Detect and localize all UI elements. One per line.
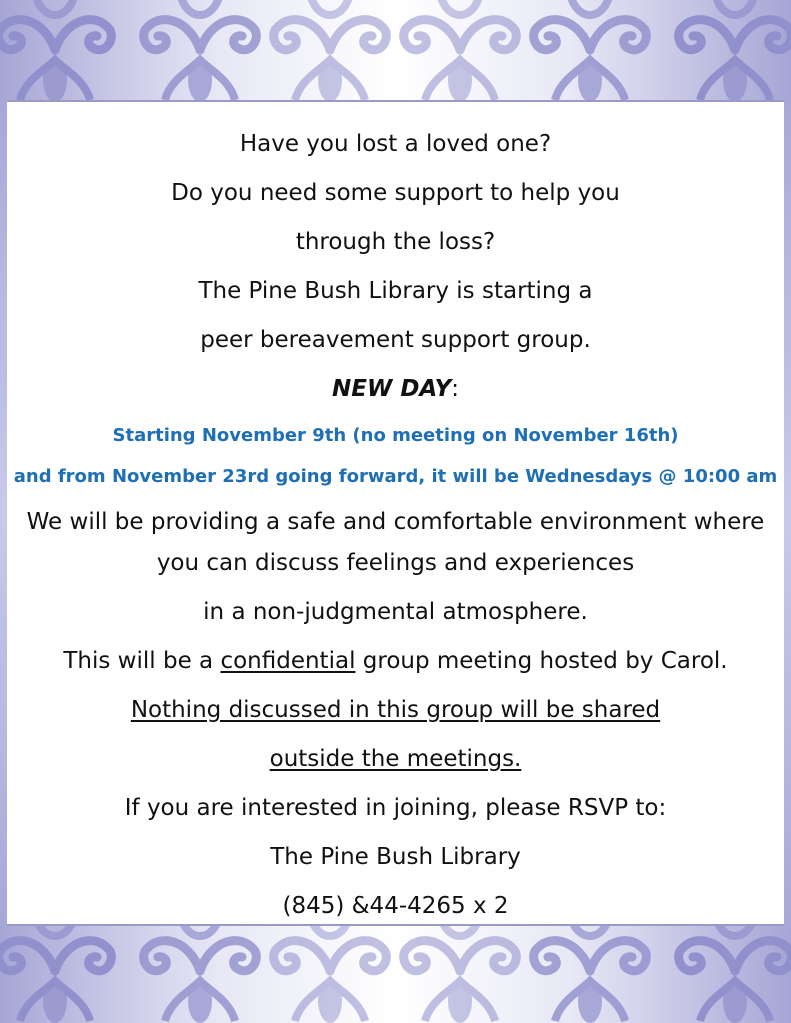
new-day-heading	[0, 374, 791, 404]
intro-question-3: through the loss?	[295, 229, 496, 255]
new-day-label: NEW DAY	[332, 376, 452, 402]
description-line-2: you can discuss feelings and experiences	[156, 550, 635, 576]
floral-ornament-bottom	[0, 926, 791, 1023]
decorative-border-top	[0, 0, 791, 100]
rsvp-phone: (845) &44-4265 x 2	[282, 893, 509, 919]
confidential-prefix: This will be a	[63, 648, 221, 674]
confidential-statement	[0, 646, 791, 676]
decorative-border-bottom	[0, 926, 791, 1023]
intro-question-1: Have you lost a loved one?	[239, 131, 552, 157]
confidential-word: confidential	[220, 648, 356, 674]
description-line-3: in a non-judgmental atmosphere.	[203, 599, 588, 625]
privacy-notice-2	[0, 744, 791, 774]
rsvp-prompt: If you are interested in joining, please RSVP to:	[124, 795, 667, 821]
library-announcement-1: The Pine Bush Library is starting a	[198, 278, 593, 304]
schedule-line-1: Starting November 9th (no meeting on November 16th)	[112, 425, 679, 446]
privacy-notice-1	[0, 695, 791, 725]
rsvp-library-name: The Pine Bush Library	[270, 844, 521, 870]
schedule-line-2: and from November 23rd going forward, it will be Wednesdays @ 10:00 am	[13, 466, 778, 487]
confidential-suffix: group meeting hosted by Carol.	[355, 648, 728, 674]
floral-ornament-top	[0, 0, 791, 100]
new-day-colon: :	[451, 376, 459, 402]
privacy-notice-2-text: outside the meetings.	[269, 746, 522, 772]
library-announcement-2: peer bereavement support group.	[200, 327, 591, 353]
privacy-notice-1-text: Nothing discussed in this group will be shared	[130, 697, 661, 723]
intro-question-2: Do you need some support to help you	[171, 180, 620, 206]
description-line-1: We will be providing a safe and comfortable environment where	[26, 509, 765, 535]
